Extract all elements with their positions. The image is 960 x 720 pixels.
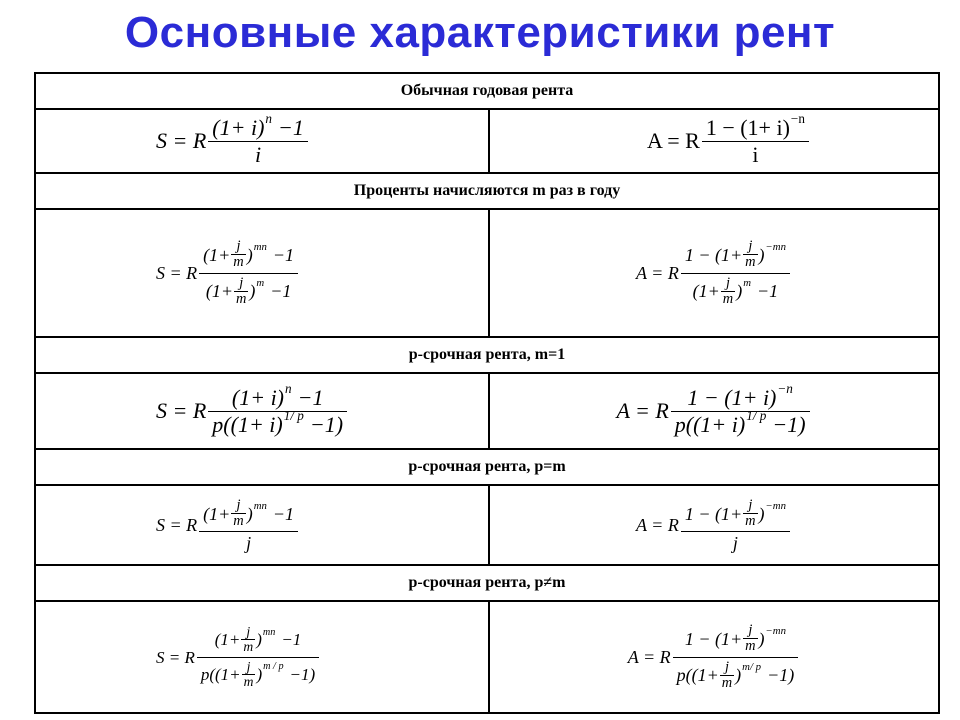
formula-lhs: S = R	[156, 515, 198, 535]
j-over-m	[231, 239, 245, 270]
denominator-tail: −1)	[772, 411, 806, 437]
section-header: p-срочная рента, p≠m	[36, 566, 938, 602]
j-symbol: j	[236, 238, 241, 255]
close-paren: )	[246, 244, 253, 265]
formula-cell-left	[36, 210, 488, 336]
m-symbol: m	[243, 673, 254, 689]
fraction	[702, 110, 809, 167]
formula-lhs: A = R	[616, 398, 669, 423]
exponent: −mn	[765, 499, 786, 512]
numerator-text: 1 − (1+	[684, 503, 743, 524]
close-paren: )	[256, 630, 262, 650]
exponent: m	[743, 277, 751, 290]
numerator-tail: −1	[272, 244, 295, 265]
m-symbol: m	[233, 254, 244, 271]
denominator-tail: −1	[757, 281, 779, 302]
fraction	[199, 498, 298, 552]
denominator-text: j	[246, 533, 252, 554]
formula-lhs: S = R	[156, 647, 195, 667]
fraction	[673, 623, 799, 691]
m-symbol: m	[233, 513, 244, 529]
section-header: p-срочная рента, m=1	[36, 338, 938, 374]
formula-row	[36, 210, 938, 338]
exponent: mn	[253, 240, 267, 253]
numerator-text: (1+ i)	[212, 114, 265, 140]
denominator-text: i	[752, 141, 759, 167]
exponent: −mn	[765, 240, 786, 253]
numerator-text: (1+	[214, 630, 241, 650]
denominator-text: p((1+ i)	[674, 411, 746, 437]
formula-cell-left	[36, 374, 488, 448]
j-symbol: j	[748, 238, 753, 255]
fraction	[681, 239, 790, 307]
formula-future-value	[156, 239, 300, 307]
close-paren: )	[758, 244, 765, 265]
numerator-text: (1+	[203, 503, 231, 524]
close-paren: )	[246, 503, 253, 524]
m-symbol: m	[243, 639, 254, 655]
exponent: m	[256, 277, 265, 290]
page-title: Основные характеристики рент	[124, 8, 836, 57]
formula-table	[34, 72, 940, 714]
exponent: −n	[790, 110, 805, 126]
formula-present-value	[636, 239, 792, 307]
formula-lhs: A = R	[647, 128, 700, 153]
j-symbol: j	[239, 274, 244, 291]
formula-cell-right	[490, 486, 938, 564]
m-symbol: m	[745, 638, 756, 655]
section-header: Проценты начисляются m раз в году	[36, 174, 938, 210]
formula-row	[36, 602, 938, 712]
exponent: n	[265, 110, 273, 126]
j-over-m	[241, 625, 255, 655]
numerator-text: (1+	[203, 244, 231, 265]
j-symbol: j	[748, 622, 753, 639]
fraction	[671, 380, 810, 437]
formula-lhs: S = R	[156, 128, 207, 153]
formula-future-value	[156, 110, 310, 167]
denominator-text: p((1+ i)	[212, 411, 283, 437]
j-over-m	[234, 276, 248, 307]
j-symbol: j	[236, 496, 241, 513]
formula-row	[36, 110, 938, 174]
numerator-text: 1 − (1+ i)	[687, 384, 777, 410]
m-symbol: m	[235, 290, 247, 307]
exponent: 1/ p	[746, 407, 767, 423]
m-symbol: m	[721, 674, 733, 691]
formula-cell-left	[36, 486, 488, 564]
j-over-m	[743, 239, 757, 270]
formula-row	[36, 486, 938, 566]
exponent: m/ p	[742, 661, 762, 674]
formula-future-value	[156, 625, 321, 689]
j-over-m	[721, 276, 735, 307]
fraction	[197, 625, 319, 689]
j-over-m	[242, 660, 256, 690]
denominator-tail: −1	[270, 281, 292, 302]
numerator-tail: −1	[281, 630, 302, 650]
formula-lhs: A = R	[627, 647, 671, 667]
formula-cell-left	[36, 110, 488, 172]
formula-lhs: S = R	[156, 263, 198, 283]
m-symbol: m	[745, 513, 756, 529]
m-symbol: m	[722, 290, 734, 307]
fraction	[681, 498, 790, 552]
denominator-text: p((1+	[200, 664, 241, 684]
numerator-text: 1 − (1+	[684, 244, 743, 265]
exponent: mn	[262, 626, 276, 638]
formula-present-value	[628, 623, 800, 691]
j-over-m	[743, 623, 757, 654]
close-paren: )	[736, 281, 743, 302]
j-symbol: j	[246, 623, 251, 639]
numerator-tail: −1	[278, 114, 304, 140]
j-over-m	[743, 498, 757, 529]
exponent: 1/ p	[283, 407, 304, 423]
j-symbol: j	[246, 658, 251, 674]
formula-lhs: S = R	[156, 398, 207, 423]
denominator-tail: −1)	[289, 664, 316, 684]
formula-cell-right	[490, 602, 938, 712]
j-symbol: j	[724, 658, 729, 675]
formula-future-value	[156, 498, 300, 552]
formula-lhs: A = R	[636, 515, 679, 535]
formula-cell-right	[490, 374, 938, 448]
j-symbol: j	[748, 496, 753, 513]
close-paren: )	[249, 281, 256, 302]
formula-future-value	[156, 380, 349, 437]
formula-row	[36, 374, 938, 450]
numerator-tail: −1	[272, 503, 295, 524]
exponent: −n	[777, 380, 793, 396]
formula-lhs: A = R	[636, 263, 679, 283]
close-paren: )	[735, 665, 742, 686]
j-over-m	[720, 660, 734, 691]
denominator-text: j	[732, 533, 738, 554]
exponent: n	[285, 380, 292, 396]
denominator-text: (1+	[692, 281, 720, 302]
formula-cell-right	[490, 110, 938, 172]
j-over-m	[231, 498, 245, 529]
fraction	[208, 380, 347, 437]
j-symbol: j	[725, 274, 730, 291]
denominator-tail: −1)	[767, 665, 795, 686]
section-header: p-срочная рента, p=m	[36, 450, 938, 486]
formula-present-value	[647, 110, 811, 167]
fraction	[199, 239, 298, 307]
formula-present-value	[636, 498, 792, 552]
exponent: mn	[253, 499, 267, 512]
denominator-text: i	[255, 141, 262, 167]
numerator-tail: −1	[297, 384, 324, 410]
formula-present-value	[616, 380, 811, 437]
section-header: Обычная годовая рента	[36, 74, 938, 110]
close-paren: )	[256, 664, 263, 684]
numerator-text: 1 − (1+	[684, 628, 743, 649]
exponent: m / p	[263, 661, 284, 673]
exponent: −mn	[765, 624, 786, 637]
denominator-text: p((1+	[676, 665, 719, 686]
close-paren: )	[758, 503, 765, 524]
denominator-tail: −1)	[309, 411, 344, 437]
formula-cell-left	[36, 602, 488, 712]
numerator-text: (1+ i)	[231, 384, 285, 410]
numerator-text: 1 − (1+ i)	[705, 114, 790, 140]
denominator-text: (1+	[205, 281, 233, 302]
formula-cell-right	[490, 210, 938, 336]
fraction	[208, 110, 308, 167]
m-symbol: m	[745, 254, 756, 271]
close-paren: )	[758, 628, 765, 649]
